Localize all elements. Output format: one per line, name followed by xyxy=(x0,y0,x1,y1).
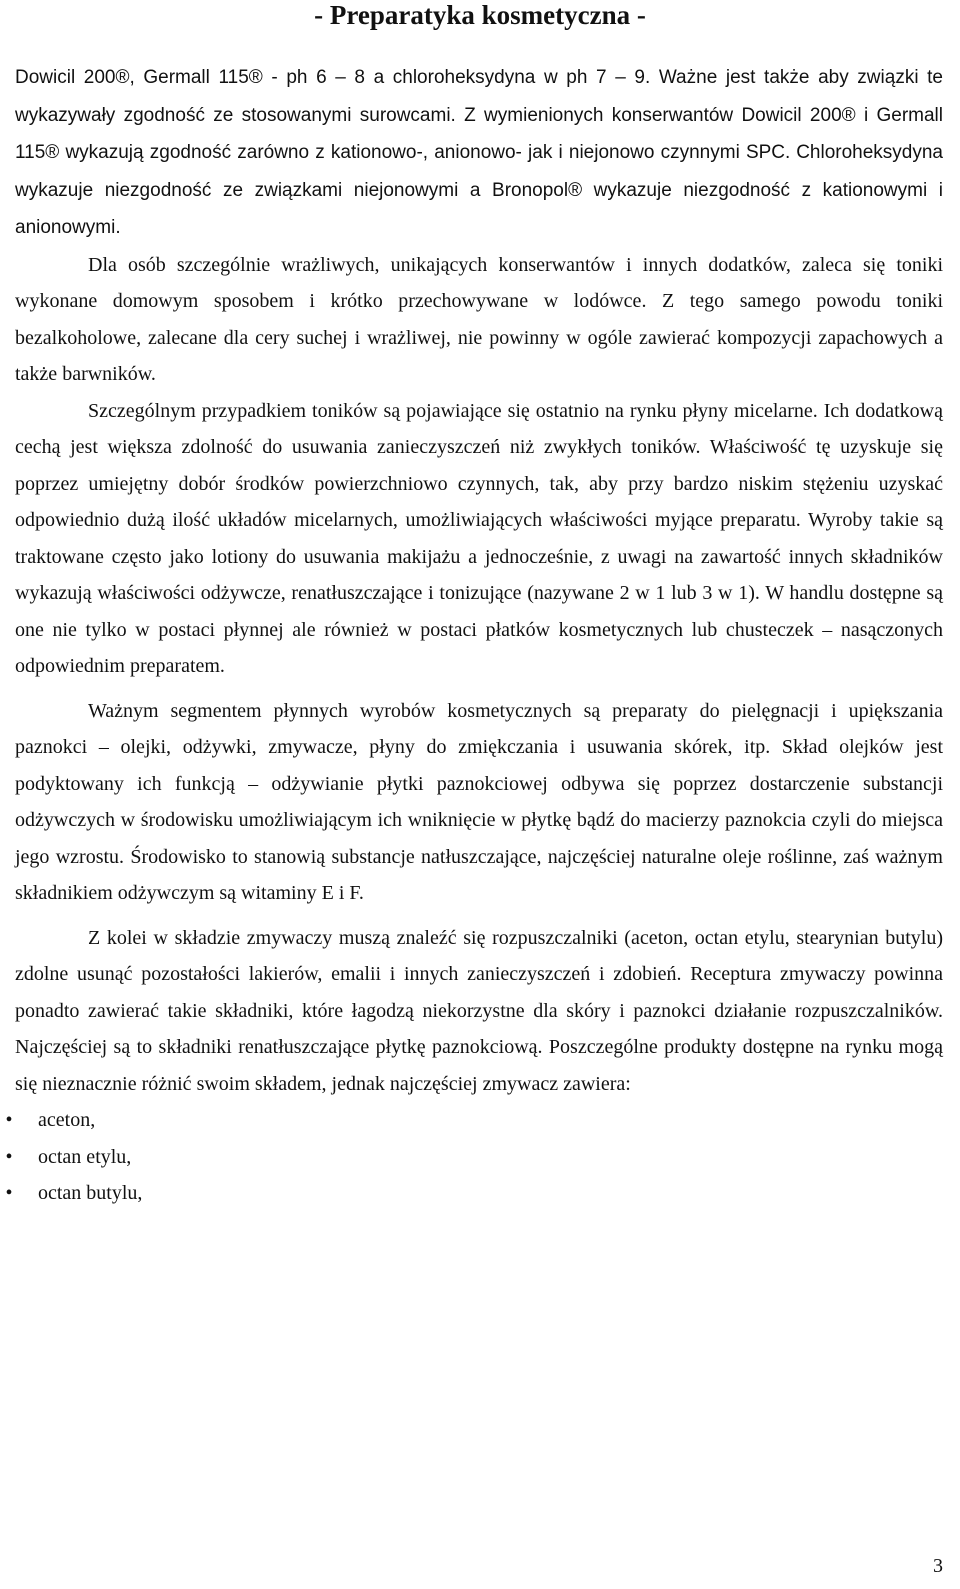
paragraph-nail-care: Ważnym segmentem płynnych wyrobów kosmetycznych są preparaty do pielęgnacji i upiększania paznokci – olejki, odżywki, zmywacze, płyny do zmiękczania i usuwania skórek, itp. Skład olejków jest podyktowany ich funkcją – odżywianie płytki paznokciowej odbywa się poprzez dostarczenie substancji odżywczych w środowisku umożliwiającym ich wniknięcie w płytkę bądź do macierzy paznokcia czyli do miejsca jego wzrostu. Środowisko to stanowią substancje natłuszczające, najczęściej naturalne oleje roślinne, zaś ważnym składnikiem odżywczym są witaminy E i F. xyxy=(15,699,943,904)
bullet-icon: • xyxy=(5,1182,13,1204)
list-item xyxy=(5,1139,943,1176)
bullet-icon: • xyxy=(5,1145,13,1168)
list-item-text: octan etylu, xyxy=(38,1145,132,1168)
list-item xyxy=(5,1175,943,1212)
paragraph-micellar-fluids: Szczególnym przypadkiem toników są pojawiające się ostatnio na rynku płyny micelarne. Ich dodatkową cechą jest większa zdolność do usuwania zanieczyszczeń niż zwykłych toników. Właściwość tę uzyskuje się poprzez umiejętny dobór środków powierzchniowo czynnych, tak, aby przy bardzo niskim stężeniu uzyskać odpowiednio dużą ilość układów micelarnych, umożliwiających właściwości myjące preparatu. Wyroby takie są traktowane często jako lotiony do usuwania makijażu a jednocześnie, z uwagi na zawartość innych składników wykazują właściwości odżywcze, renatłuszczające i tonizujące (nazywane 2 w 1 lub 3 w 1). W handlu dostępne są one nie tylko w postaci płynnej ale również w postaci płatków kosmetycznych lub chusteczek – nasączonych odpowiednim preparatem. xyxy=(15,399,943,677)
page-number: 3 xyxy=(933,1555,943,1577)
paragraph-preservatives-incompatibility: Chloroheksydyna wykazuje niezgodność ze związkami niejonowymi a Bronopol® wykazuje niezgodność z kationowymi i anionowymi. xyxy=(15,142,943,238)
bullet-icon: • xyxy=(5,1109,13,1131)
paragraph-sensitive-skin: Dla osób szczególnie wrażliwych, unikających konserwantów i innych dodatków, zaleca się toniki wykonane domowym sposobem i krótko przechowywane w lodówce. Z tego samego powodu toniki bezalkoholowe, zalecane dla cery suchej i wrażliwej, nie powinny w ogóle zawierać kompozycji zapachowych a także barwników. xyxy=(15,253,943,385)
remover-ingredients-list xyxy=(5,1102,943,1212)
paragraph-preservatives xyxy=(15,59,943,247)
list-item xyxy=(5,1102,943,1139)
paragraph-nail-removers: Z kolei w składzie zmywaczy muszą znaleźć się rozpuszczalniki (aceton, octan etylu, stearynian butylu) zdolne usunąć pozostałości lakierów, emalii i innych zanieczyszczeń i zdobień. Receptura zmywaczy powinna ponadto zawierać takie składniki, które łagodzą niekorzystne dla skóry i paznokci działanie rozpuszczalników. Najczęściej są to składniki renatłuszczające płytkę paznokciową. Poszczególne produkty dostępne na rynku mogą się nieznacznie różnić swoim składem, jednak najczęściej zmywacz zawiera: xyxy=(15,926,943,1095)
document-body xyxy=(5,59,943,1212)
list-item-text: aceton, xyxy=(38,1109,96,1131)
list-item-text: octan butylu, xyxy=(38,1182,143,1204)
paragraph-preservatives-text: Dowicil 200®, Germall 115® - ph 6 – 8 a chloroheksydyna w ph 7 – 9. Ważne jest także aby związki te wykazywały zgodność ze stosowanymi surowcami. Z wymienionych konserwantów Dowicil 200® i Germall 115® wykazują zgodność zarówno z kationowo-, anionowo- jak i niejonowo czynnymi SPC. xyxy=(15,67,943,163)
page-title: - Preparatyka kosmetyczna - xyxy=(314,0,646,30)
